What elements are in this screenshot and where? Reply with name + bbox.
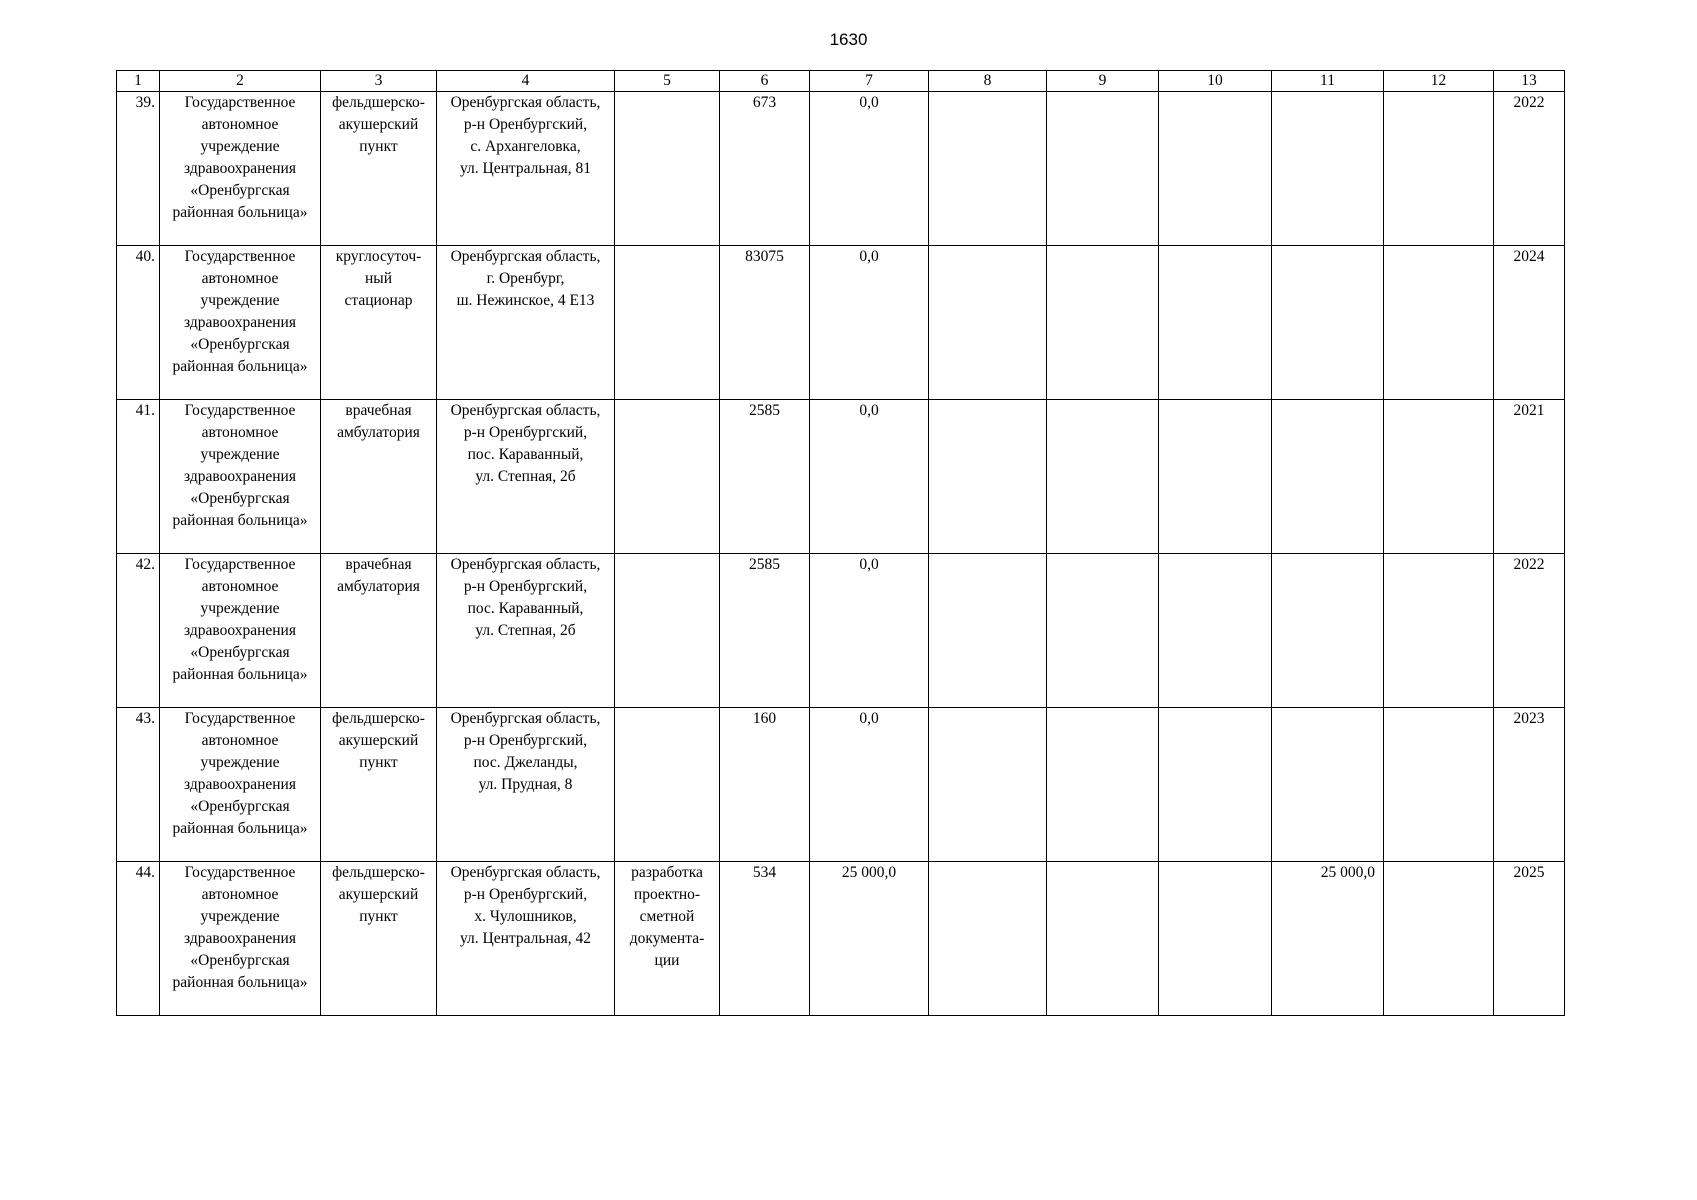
organization-name-line: учреждение <box>200 138 280 155</box>
facility-address <box>437 400 615 554</box>
facility-address-line: р-н Оренбургский, <box>463 732 588 749</box>
value-col-7: 25 000,0 <box>810 862 929 1016</box>
organization-name <box>160 92 321 246</box>
value-col-6: 673 <box>720 92 810 246</box>
value-col-10 <box>1159 554 1272 708</box>
facility-type-line: круглосуточ- <box>335 248 422 265</box>
facility-address <box>437 554 615 708</box>
value-col-8 <box>929 862 1047 1016</box>
organization-name-line: районная больница» <box>172 974 308 991</box>
organization-name-line: Государственное <box>184 94 296 111</box>
facility-type <box>321 400 437 554</box>
facility-type <box>321 92 437 246</box>
work-type-line: документа- <box>629 930 705 947</box>
organization-name <box>160 554 321 708</box>
facility-address-line: Оренбургская область, <box>450 94 601 111</box>
facility-type-line: акушерский <box>338 116 419 133</box>
organization-name-line: Государственное <box>184 402 296 419</box>
value-col-6: 160 <box>720 708 810 862</box>
row-number: 39. <box>117 92 160 246</box>
facility-address-line: пос. Караванный, <box>467 600 584 617</box>
value-col-9 <box>1047 708 1159 862</box>
organization-name <box>160 400 321 554</box>
value-col-12 <box>1384 246 1494 400</box>
value-col-11: 25 000,0 <box>1272 862 1384 1016</box>
value-col-8 <box>929 554 1047 708</box>
facility-type-line: пункт <box>359 138 398 155</box>
work-type <box>615 862 720 1016</box>
facility-type-line: акушерский <box>338 886 419 903</box>
facility-type <box>321 708 437 862</box>
column-number-4: 4 <box>437 71 615 92</box>
work-type-line: ции <box>654 952 680 969</box>
organization-name-line: районная больница» <box>172 820 308 837</box>
table-row <box>117 862 1565 1016</box>
organization-name-line: Государственное <box>184 556 296 573</box>
facility-type-line: акушерский <box>338 732 419 749</box>
facility-address-line: пос. Джеланды, <box>473 754 578 771</box>
year-col-13: 2022 <box>1494 554 1565 708</box>
value-col-6: 83075 <box>720 246 810 400</box>
column-number-8: 8 <box>929 71 1047 92</box>
facility-address-line: ул. Центральная, 42 <box>459 930 591 947</box>
row-number: 42. <box>117 554 160 708</box>
facility-type-line: ный <box>364 270 392 287</box>
value-col-9 <box>1047 246 1159 400</box>
column-number-5: 5 <box>615 71 720 92</box>
year-col-13: 2024 <box>1494 246 1565 400</box>
column-number-header-row <box>117 71 1565 92</box>
organization-name-line: учреждение <box>200 754 280 771</box>
value-col-11 <box>1272 400 1384 554</box>
value-col-9 <box>1047 554 1159 708</box>
facility-address <box>437 708 615 862</box>
column-number-2: 2 <box>160 71 321 92</box>
organization-name <box>160 708 321 862</box>
page-number: 1630 <box>829 30 868 49</box>
table-row <box>117 554 1565 708</box>
facility-address <box>437 862 615 1016</box>
organization-name-line: учреждение <box>200 446 280 463</box>
value-col-10 <box>1159 708 1272 862</box>
value-col-12 <box>1384 92 1494 246</box>
facility-type-line: пункт <box>359 754 398 771</box>
facility-address-line: р-н Оренбургский, <box>463 886 588 903</box>
row-number: 44. <box>117 862 160 1016</box>
organization-name-line: районная больница» <box>172 666 308 683</box>
row-number: 41. <box>117 400 160 554</box>
organization-name <box>160 246 321 400</box>
organization-name-line: «Оренбургская <box>190 952 290 969</box>
year-col-13: 2022 <box>1494 92 1565 246</box>
row-number: 40. <box>117 246 160 400</box>
facility-type <box>321 554 437 708</box>
row-number: 43. <box>117 708 160 862</box>
value-col-10 <box>1159 400 1272 554</box>
value-col-8 <box>929 400 1047 554</box>
facility-address-line: Оренбургская область, <box>450 248 601 265</box>
value-col-9 <box>1047 862 1159 1016</box>
work-type <box>615 708 720 862</box>
table-row <box>117 400 1565 554</box>
work-type-line: сметной <box>639 908 695 925</box>
facility-type <box>321 246 437 400</box>
organization-name-line: «Оренбургская <box>190 644 290 661</box>
value-col-9 <box>1047 92 1159 246</box>
value-col-6: 2585 <box>720 554 810 708</box>
organization-name-line: Государственное <box>184 710 296 727</box>
value-col-9 <box>1047 400 1159 554</box>
organization-name-line: «Оренбургская <box>190 798 290 815</box>
organization-name-line: районная больница» <box>172 358 308 375</box>
organization-name-line: здравоохранения <box>184 314 296 331</box>
column-number-1: 1 <box>117 71 160 92</box>
organization-name-line: автономное <box>201 886 279 903</box>
organization-name-line: Государственное <box>184 248 296 265</box>
organization-name-line: автономное <box>201 270 279 287</box>
value-col-12 <box>1384 400 1494 554</box>
facility-type-line: врачебная <box>345 556 412 573</box>
organization-name-line: учреждение <box>200 908 280 925</box>
organization-name-line: автономное <box>201 424 279 441</box>
value-col-11 <box>1272 246 1384 400</box>
facility-type-line: фельдшерско- <box>332 94 425 111</box>
table-row <box>117 92 1565 246</box>
facility-address-line: Оренбургская область, <box>450 402 601 419</box>
work-type-line: проектно- <box>633 886 701 903</box>
facility-type-line: фельдшерско- <box>332 710 425 727</box>
organization-name-line: районная больница» <box>172 204 308 221</box>
facility-address-line: с. Архангеловка, <box>470 138 581 155</box>
column-number-11: 11 <box>1272 71 1384 92</box>
year-col-13: 2021 <box>1494 400 1565 554</box>
value-col-10 <box>1159 862 1272 1016</box>
organization-name-line: «Оренбургская <box>190 182 290 199</box>
value-col-12 <box>1384 708 1494 862</box>
facility-type-line: стационар <box>344 292 413 309</box>
column-number-3: 3 <box>321 71 437 92</box>
value-col-6: 534 <box>720 862 810 1016</box>
facility-address-line: х. Чулошников, <box>474 908 577 925</box>
facility-address-line: Оренбургская область, <box>450 710 601 727</box>
work-type <box>615 554 720 708</box>
work-type <box>615 246 720 400</box>
organization-name-line: здравоохранения <box>184 776 296 793</box>
facility-address-line: р-н Оренбургский, <box>463 116 588 133</box>
organization-name-line: районная больница» <box>172 512 308 529</box>
value-col-11 <box>1272 92 1384 246</box>
value-col-7: 0,0 <box>810 400 929 554</box>
table-row <box>117 246 1565 400</box>
work-type <box>615 92 720 246</box>
facility-type-line: амбулатория <box>337 578 420 595</box>
value-col-7: 0,0 <box>810 554 929 708</box>
facility-address <box>437 246 615 400</box>
column-number-7: 7 <box>810 71 929 92</box>
facility-type <box>321 862 437 1016</box>
column-number-10: 10 <box>1159 71 1272 92</box>
facility-address-line: ш. Нежинское, 4 Е13 <box>456 292 595 309</box>
facility-address-line: р-н Оренбургский, <box>463 578 588 595</box>
value-col-7: 0,0 <box>810 246 929 400</box>
organization-name-line: здравоохранения <box>184 160 296 177</box>
year-col-13: 2023 <box>1494 708 1565 862</box>
column-number-12: 12 <box>1384 71 1494 92</box>
organization-name-line: автономное <box>201 116 279 133</box>
investment-table <box>116 70 1565 1016</box>
value-col-11 <box>1272 708 1384 862</box>
facility-address <box>437 92 615 246</box>
year-col-13: 2025 <box>1494 862 1565 1016</box>
value-col-10 <box>1159 92 1272 246</box>
facility-type-line: фельдшерско- <box>332 864 425 881</box>
column-number-6: 6 <box>720 71 810 92</box>
organization-name <box>160 862 321 1016</box>
organization-name-line: «Оренбургская <box>190 336 290 353</box>
table-body <box>117 71 1565 1016</box>
value-col-8 <box>929 708 1047 862</box>
organization-name-line: здравоохранения <box>184 468 296 485</box>
column-number-9: 9 <box>1047 71 1159 92</box>
organization-name-line: учреждение <box>200 600 280 617</box>
column-number-13: 13 <box>1494 71 1565 92</box>
value-col-8 <box>929 246 1047 400</box>
facility-address-line: ул. Прудная, 8 <box>478 776 573 793</box>
work-type <box>615 400 720 554</box>
facility-type-line: врачебная <box>345 402 412 419</box>
organization-name-line: автономное <box>201 578 279 595</box>
value-col-7: 0,0 <box>810 708 929 862</box>
value-col-6: 2585 <box>720 400 810 554</box>
facility-address-line: ул. Степная, 2б <box>475 468 576 485</box>
facility-address-line: Оренбургская область, <box>450 864 601 881</box>
facility-address-line: пос. Караванный, <box>467 446 584 463</box>
facility-address-line: ул. Центральная, 81 <box>459 160 591 177</box>
value-col-12 <box>1384 554 1494 708</box>
organization-name-line: здравоохранения <box>184 622 296 639</box>
facility-address-line: Оренбургская область, <box>450 556 601 573</box>
facility-type-line: пункт <box>359 908 398 925</box>
value-col-11 <box>1272 554 1384 708</box>
organization-name-line: учреждение <box>200 292 280 309</box>
organization-name-line: Государственное <box>184 864 296 881</box>
facility-address-line: г. Оренбург, <box>486 270 565 287</box>
organization-name-line: здравоохранения <box>184 930 296 947</box>
value-col-7: 0,0 <box>810 92 929 246</box>
facility-address-line: ул. Степная, 2б <box>475 622 576 639</box>
table-row <box>117 708 1565 862</box>
value-col-10 <box>1159 246 1272 400</box>
organization-name-line: «Оренбургская <box>190 490 290 507</box>
value-col-12 <box>1384 862 1494 1016</box>
organization-name-line: автономное <box>201 732 279 749</box>
facility-address-line: р-н Оренбургский, <box>463 424 588 441</box>
value-col-8 <box>929 92 1047 246</box>
facility-type-line: амбулатория <box>337 424 420 441</box>
work-type-line: разработка <box>631 864 703 881</box>
